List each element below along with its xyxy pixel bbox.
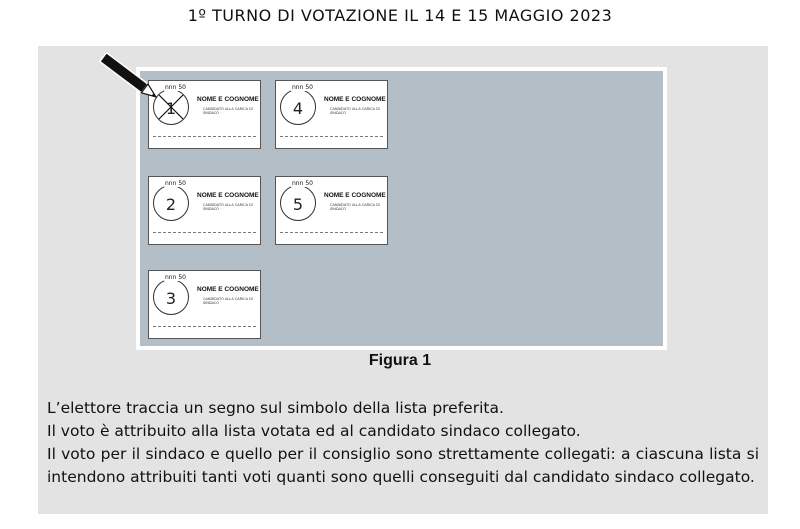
list-line [280, 232, 383, 233]
list-number: 3 [165, 289, 177, 308]
list-symbol [280, 185, 316, 221]
list-nr-label: nnn 50 [165, 274, 186, 281]
list-symbol [153, 279, 189, 315]
pencil-icon [90, 48, 170, 108]
list-nr-label: nnn 50 [165, 84, 186, 91]
candidate-subtitle: CANDIDATO ALLA CARICA DI SINDACO [203, 107, 253, 115]
candidate-name: NOME E COGNOME [197, 286, 259, 293]
list-line [280, 136, 383, 137]
list-symbol [280, 89, 316, 125]
candidate-name: NOME E COGNOME [197, 192, 259, 199]
list-number: 1 [165, 99, 177, 118]
paragraph-3: Il voto per il sindaco e quello per il consiglio sono strettamente collegati: a ciascuna lista si intendono attribuiti tanti voti quanti sono quelli conseguiti dal candidato sindaco collegato. [47, 445, 759, 486]
ballot-card-5 [275, 176, 388, 245]
list-number: 2 [165, 195, 177, 214]
paragraph-2: Il voto è attribuito alla lista votata ed al candidato sindaco collegato. [47, 422, 581, 440]
paragraph-1: L’elettore traccia un segno sul simbolo della lista preferita. [47, 399, 504, 417]
list-number: 4 [292, 99, 304, 118]
candidate-subtitle: CANDIDATO ALLA CARICA DI SINDACO [203, 203, 253, 211]
candidate-subtitle: CANDIDATO ALLA CARICA DI SINDACO [203, 297, 253, 305]
ballot-card-4 [275, 80, 388, 149]
page-title: 1º TURNO DI VOTAZIONE IL 14 E 15 MAGGIO 2023 [187, 6, 613, 25]
list-nr-label: nnn 50 [292, 84, 313, 91]
candidate-name: NOME E COGNOME [324, 96, 386, 103]
candidate-name: NOME E COGNOME [197, 96, 259, 103]
list-line [153, 136, 256, 137]
ballot-card-2 [148, 176, 261, 245]
list-number: 5 [292, 195, 304, 214]
list-nr-label: nnn 50 [165, 180, 186, 187]
candidate-subtitle: CANDIDATO ALLA CARICA DI SINDACO [330, 203, 380, 211]
figure-caption: Figura 1 [368, 352, 432, 369]
list-nr-label: nnn 50 [292, 180, 313, 187]
instruction-text [47, 397, 759, 489]
list-symbol [153, 185, 189, 221]
list-line [153, 326, 256, 327]
ballot-card-3 [148, 270, 261, 339]
candidate-name: NOME E COGNOME [324, 192, 386, 199]
candidate-subtitle: CANDIDATO ALLA CARICA DI SINDACO [330, 107, 380, 115]
list-line [153, 232, 256, 233]
